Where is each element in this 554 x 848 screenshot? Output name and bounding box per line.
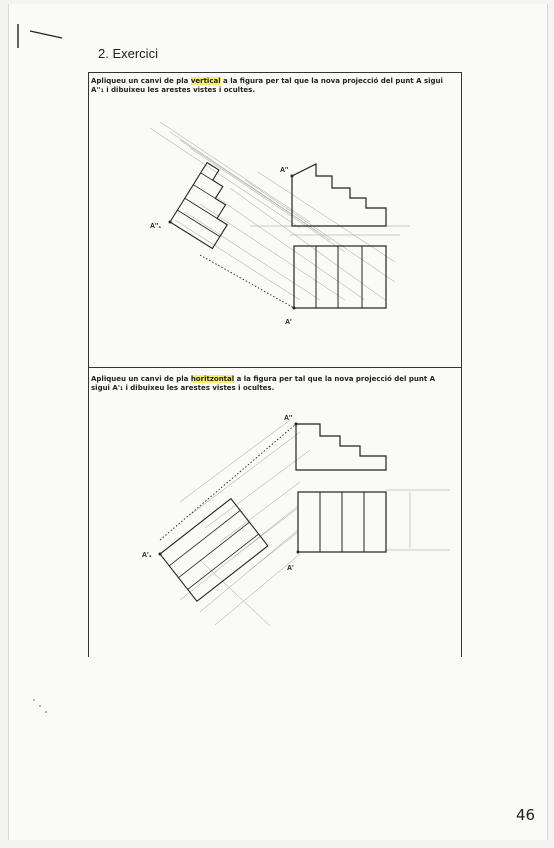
exercise-1-drawing (150, 122, 410, 326)
label-a1-vertical: A''₁ (150, 223, 162, 230)
exercise-2-drawing (142, 415, 450, 626)
exercise-2-instruction: Apliqueu un canvi de pla horitzontal a la figura per tal que la nova projecció del punt A sigui A'₁ i dibuixeu les arestes vistes i ocultes. (91, 375, 436, 392)
label-a-elevation: A'' (280, 167, 289, 174)
label-a-plan: A' (287, 565, 294, 572)
label-a-elevation: A'' (284, 415, 293, 422)
exercise-1-instruction: Apliqueu un canvi de pla vertical a la figura per tal que la nova projecció del punt A sigui A''₁ i dibuixeu les arestes vistes i ocultes. (91, 77, 443, 94)
stray-marks (33, 699, 47, 713)
label-a-plan: A' (285, 319, 292, 326)
construction-lines (180, 420, 450, 626)
section-title: 2. Exercici (98, 46, 158, 61)
label-a1-horizontal: A'₁ (142, 552, 152, 559)
construction-lines (150, 122, 410, 300)
page-number: 46 (516, 806, 536, 824)
